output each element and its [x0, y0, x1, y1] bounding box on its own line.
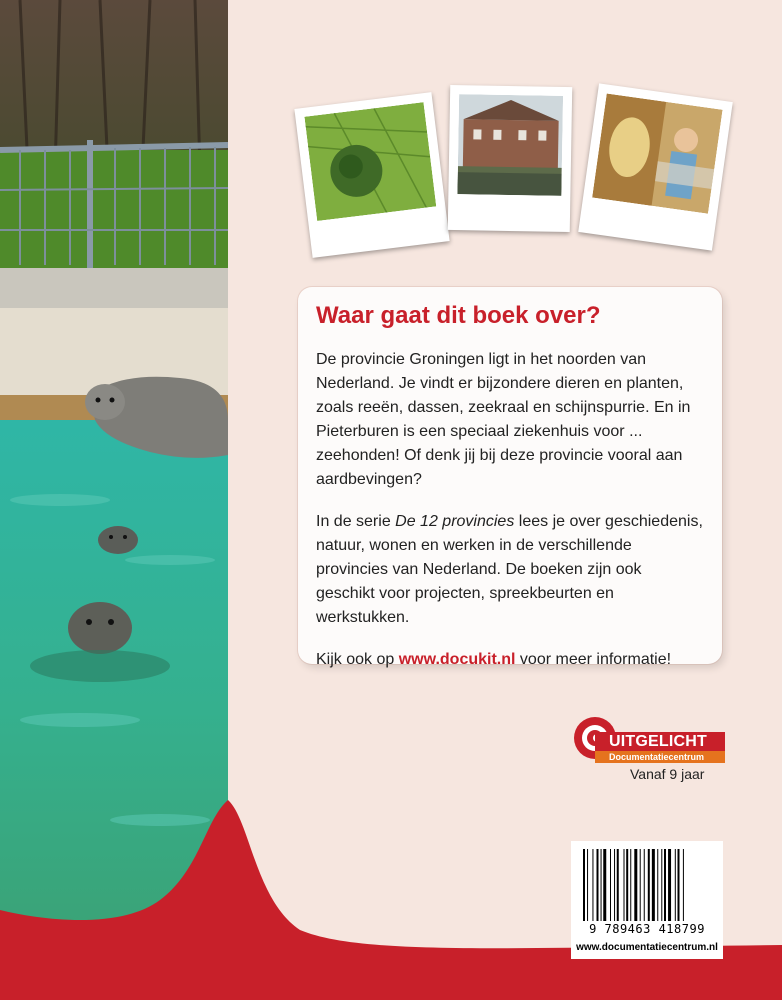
barcode-bar [648, 849, 650, 921]
barcode-bar [624, 849, 625, 921]
isbn-barcode [571, 841, 723, 959]
publisher-url[interactable]: www.documentatiecentrum.nl [576, 942, 718, 953]
barcode-bar [610, 849, 611, 921]
photo-manor-house [448, 85, 573, 232]
barcode-bar [617, 849, 619, 921]
description-paragraph-1: De provincie Groningen ligt in het noorden van Nederland. Je vindt er bijzondere dieren en planten, zoals reeën, dassen, zeekraal en schijnspurrie. En in Pieterburen is een speciaal ziekenhuis voor ... zeehonden! Of denk jij bij deze provincie vooral aan aardbevingen? [316, 351, 691, 488]
description-paragraph-3 [316, 648, 704, 672]
isbn-number: 9 789463 418799 [589, 922, 705, 936]
description-title: Waar gaat dit boek over? [316, 302, 601, 329]
age-indication: Vanaf 9 jaar [630, 766, 705, 782]
barcode-bar [626, 849, 628, 921]
barcode-bar [603, 849, 606, 921]
logo-sub-text: Documentatiecentrum [595, 751, 725, 763]
barcode-bar [644, 849, 645, 921]
barcode-bar [601, 849, 602, 921]
barcode-bar [640, 849, 641, 921]
paragraph-2-text-end: lees je over geschiedenis, natuur, wonen en werken in de verschillende provincies van Nederland. De boeken zijn ook geschikt voor projecten, spreekbeurten en werkstukken. [316, 513, 703, 626]
paragraph-3-text-end: voor meer informatie! [515, 651, 672, 668]
photo-children-exhibit [578, 83, 733, 250]
barcode-bar [652, 849, 655, 921]
barcode-bar [664, 849, 666, 921]
series-title: De 12 provincies [395, 513, 515, 530]
barcode-bar [597, 849, 599, 921]
barcode-bar [668, 849, 671, 921]
paragraph-3-text-start: Kijk ook op [316, 651, 399, 668]
uitgelicht-logo [573, 716, 723, 766]
barcode-bar [634, 849, 637, 921]
book-description-box [298, 287, 722, 668]
logo-main-text: UITGELICHT [595, 732, 725, 751]
barcode-bar [683, 849, 684, 921]
paragraph-2-text-start: In de serie [316, 513, 396, 530]
barcode-bar [592, 849, 593, 921]
barcode-bar [675, 849, 676, 921]
barcode-bar [583, 849, 585, 921]
barcode-bar [661, 849, 662, 921]
barcode-bar [678, 849, 680, 921]
description-paragraph-2 [316, 510, 704, 630]
barcode-bar [630, 849, 631, 921]
photo-aerial-village [294, 92, 449, 258]
website-link[interactable]: www.docukit.nl [398, 651, 516, 668]
barcode-bar [657, 849, 658, 921]
barcode-bars [583, 849, 711, 921]
barcode-bar [614, 849, 615, 921]
barcode-bar [587, 849, 588, 921]
